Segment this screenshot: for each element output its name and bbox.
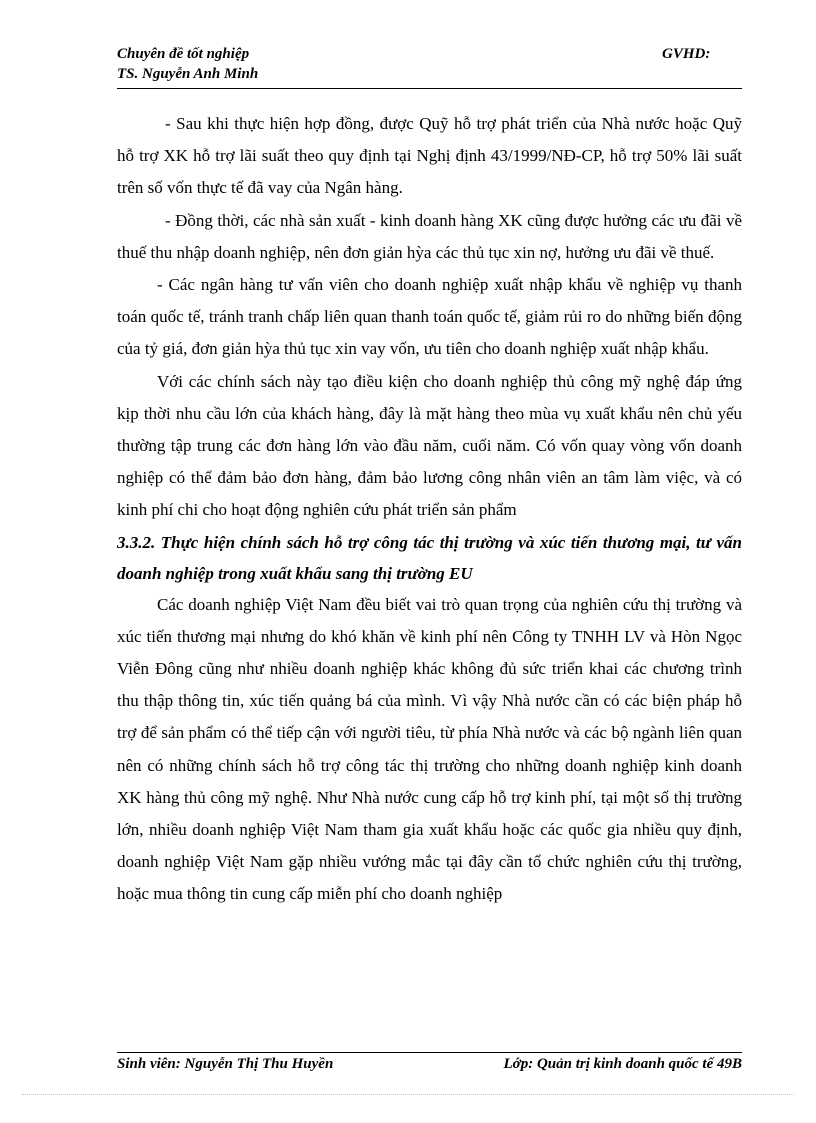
header-title: Chuyên đề tốt nghiệp [117, 46, 250, 62]
paragraph-1: - Sau khi thực hiện hợp đồng, được Quỹ hỗ trợ phát triển của Nhà nước hoặc Quỹ hỗ trợ XK hỗ trợ lãi suất theo quy định tại Nghị định 43/1999/NĐ-CP, hỗ trợ 50% lãi suất trên số vốn thực tế đã vay của Ngân hàng. [117, 114, 742, 198]
document-body [117, 108, 742, 911]
page-edge-line [22, 1094, 794, 1095]
footer-class: Lớp: Quản trị kinh doanh quốc tế 49B [503, 1056, 742, 1072]
footer-student: Sinh viên: Nguyễn Thị Thu Huyền [117, 1056, 334, 1072]
paragraph-2: - Đồng thời, các nhà sản xuất - kinh doanh hàng XK cũng được hưởng các ưu đãi về thuế thu nhập doanh nghiệp, nên đơn giản hỳa các thủ tục xin nợ, hưởng ưu đãi về thuế. [117, 210, 742, 262]
paragraph-3: - Các ngân hàng tư vấn viên cho doanh nghiệp xuất nhập khẩu về nghiệp vụ thanh toán quốc tế, tránh tranh chấp liên quan thanh toán quốc tế, giảm rủi ro do những biến động của tỷ giá, đơn giản hỳa thủ tục xin vay vốn, ưu tiên cho doanh nghiệp xuất nhập khẩu. [117, 275, 742, 359]
page-footer [117, 1056, 742, 1078]
section-paragraph: Các doanh nghiệp Việt Nam đều biết vai trò quan trọng của nghiên cứu thị trường và xúc tiến thương mại nhưng do khó khăn về kinh phí nên Công ty TNHH LV và Hòn Ngọc Viễn Đông cũng như nhiều doanh nghiệp khác không đủ sức triển khai các chương trình thu thập thông tin, xúc tiến quảng bá của mình. Vì vậy Nhà nước cần có các biện pháp hỗ trợ để sản phẩm có thể tiếp cận với người tiêu, từ phía Nhà nước và các bộ ngành liên quan nên có những chính sách hỗ trợ công tác thị trường cho những doanh nghiệp kinh doanh XK hàng thủ công mỹ nghệ. Như Nhà nước cung cấp hỗ trợ kinh phí, tại một số thị trường lớn, nhiều doanh nghiệp Việt Nam tham gia xuất khẩu hoặc các quốc gia nhiều quy định, doanh nghiệp Việt Nam gặp nhiều vướng mắc tại đây cần tổ chức nghiên cứu thị trường, hoặc mua thông tin cung cấp miễn phí cho doanh nghiệp [117, 594, 742, 904]
section-heading: 3.3.2. Thực hiện chính sách hỗ trợ công tác thị trường và xúc tiến thương mại, tư vấn doanh nghiệp trong xuất khẩu sang thị trường EU [117, 532, 742, 583]
header-divider [117, 88, 742, 89]
header-supervisor-name: TS. Nguyễn Anh Minh [117, 66, 259, 82]
header-supervisor-label: GVHD: [662, 46, 711, 62]
page-header [117, 44, 742, 82]
footer-divider [117, 1052, 742, 1053]
paragraph-4: Với các chính sách này tạo điều kiện cho doanh nghiệp thủ công mỹ nghệ đáp ứng kịp thời nhu cầu lớn của khách hàng, đây là mặt hàng theo mùa vụ xuất khẩu nên chủ yếu thường tập trung các đơn hàng lớn vào đầu năm, cuối năm. Có vốn quay vòng vốn doanh nghiệp có thể đảm bảo đơn hàng, đảm bảo lương công nhân viên an tâm làm việc, và có kinh phí chi cho hoạt động nghiên cứu phát triển sản phẩm [117, 371, 742, 520]
